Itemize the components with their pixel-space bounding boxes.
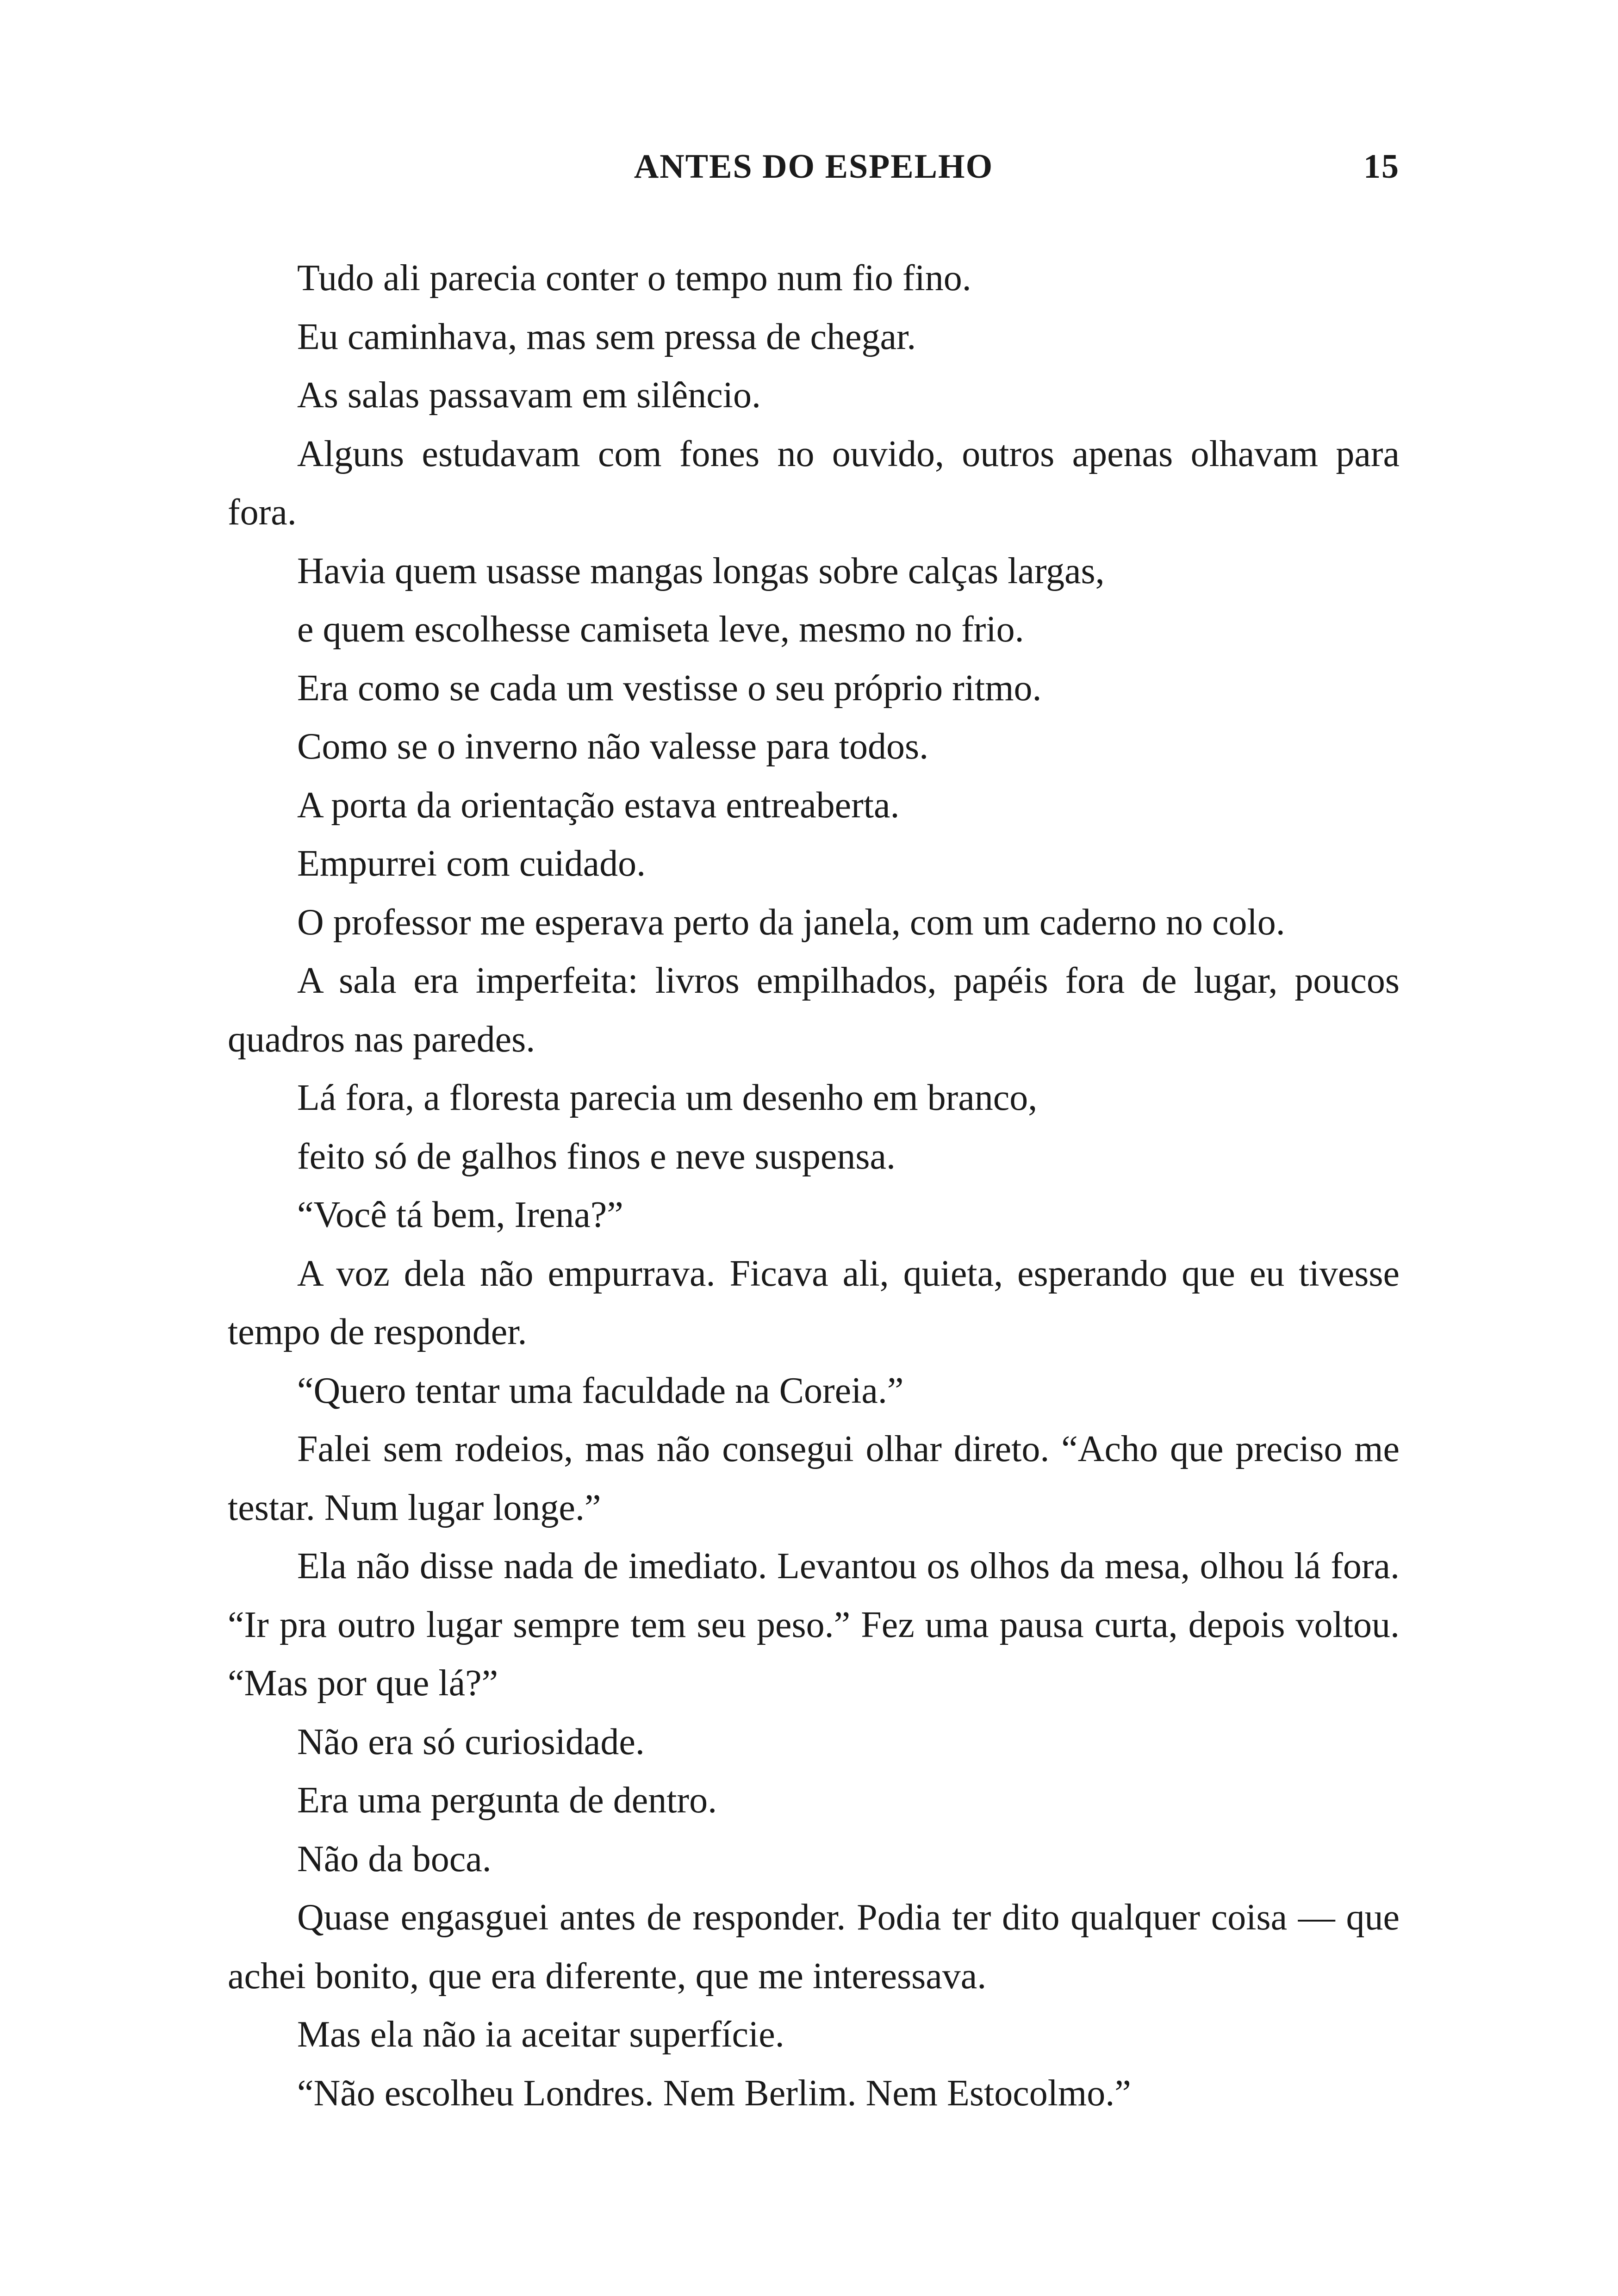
body-text bbox=[228, 249, 1400, 2122]
paragraph: A voz dela não empurrava. Ficava ali, quieta, esperando que eu tivesse tempo de responder. bbox=[228, 1253, 1400, 1352]
paragraph: “Você tá bem, Irena?” bbox=[297, 1195, 623, 1235]
paragraph: Era como se cada um vestisse o seu próprio ritmo. bbox=[297, 667, 1042, 709]
paragraph: Não da boca. bbox=[297, 1838, 492, 1879]
paragraph: Mas ela não ia aceitar superfície. bbox=[297, 2014, 784, 2055]
paragraph: Tudo ali parecia conter o tempo num fio fino. bbox=[297, 258, 971, 299]
paragraph: Empurrei com cuidado. bbox=[297, 843, 646, 884]
paragraph: Alguns estudavam com fones no ouvido, outros apenas olhavam para fora. bbox=[228, 433, 1400, 533]
paragraph: Era uma pergunta de dentro. bbox=[297, 1780, 717, 1821]
running-title: ANTES DO ESPELHO bbox=[634, 148, 994, 186]
paragraph: Ela não disse nada de imediato. Levantou os olhos da mesa, olhou lá fora. “Ir pra outro lugar sempre tem seu peso.” Fez uma pausa curta, depois voltou. “Mas por que lá?” bbox=[228, 1546, 1400, 1704]
paragraph: Quase engasguei antes de responder. Podia ter dito qualquer coisa — que achei bonito, que era diferente, que me interessava. bbox=[228, 1897, 1400, 1997]
paragraph: Falei sem rodeios, mas não consegui olhar direto. “Acho que preciso me testar. Num lugar longe.” bbox=[228, 1429, 1400, 1528]
page-number: 15 bbox=[1363, 148, 1400, 186]
paragraph: feito só de galhos finos e neve suspensa. bbox=[297, 1136, 896, 1177]
paragraph: e quem escolhesse camiseta leve, mesmo no frio. bbox=[297, 609, 1024, 650]
paragraph: Não era só curiosidade. bbox=[297, 1721, 645, 1762]
running-head bbox=[228, 147, 1400, 198]
paragraph: Como se o inverno não valesse para todos. bbox=[297, 726, 929, 767]
paragraph: “Quero tentar uma faculdade na Coreia.” bbox=[297, 1370, 904, 1411]
paragraph: Havia quem usasse mangas longas sobre calças largas, bbox=[297, 550, 1105, 591]
paragraph: A porta da orientação estava entreaberta. bbox=[297, 784, 900, 826]
paragraph: As salas passavam em silêncio. bbox=[297, 375, 761, 416]
paragraph: Lá fora, a floresta parecia um desenho em branco, bbox=[297, 1077, 1038, 1118]
paragraph: O professor me esperava perto da janela, com um caderno no colo. bbox=[297, 902, 1285, 943]
paragraph: “Não escolheu Londres. Nem Berlim. Nem Estocolmo.” bbox=[297, 2072, 1131, 2114]
paragraph: Eu caminhava, mas sem pressa de chegar. bbox=[297, 316, 916, 357]
paragraph: A sala era imperfeita: livros empilhados, papéis fora de lugar, poucos quadros nas paredes. bbox=[228, 960, 1400, 1060]
